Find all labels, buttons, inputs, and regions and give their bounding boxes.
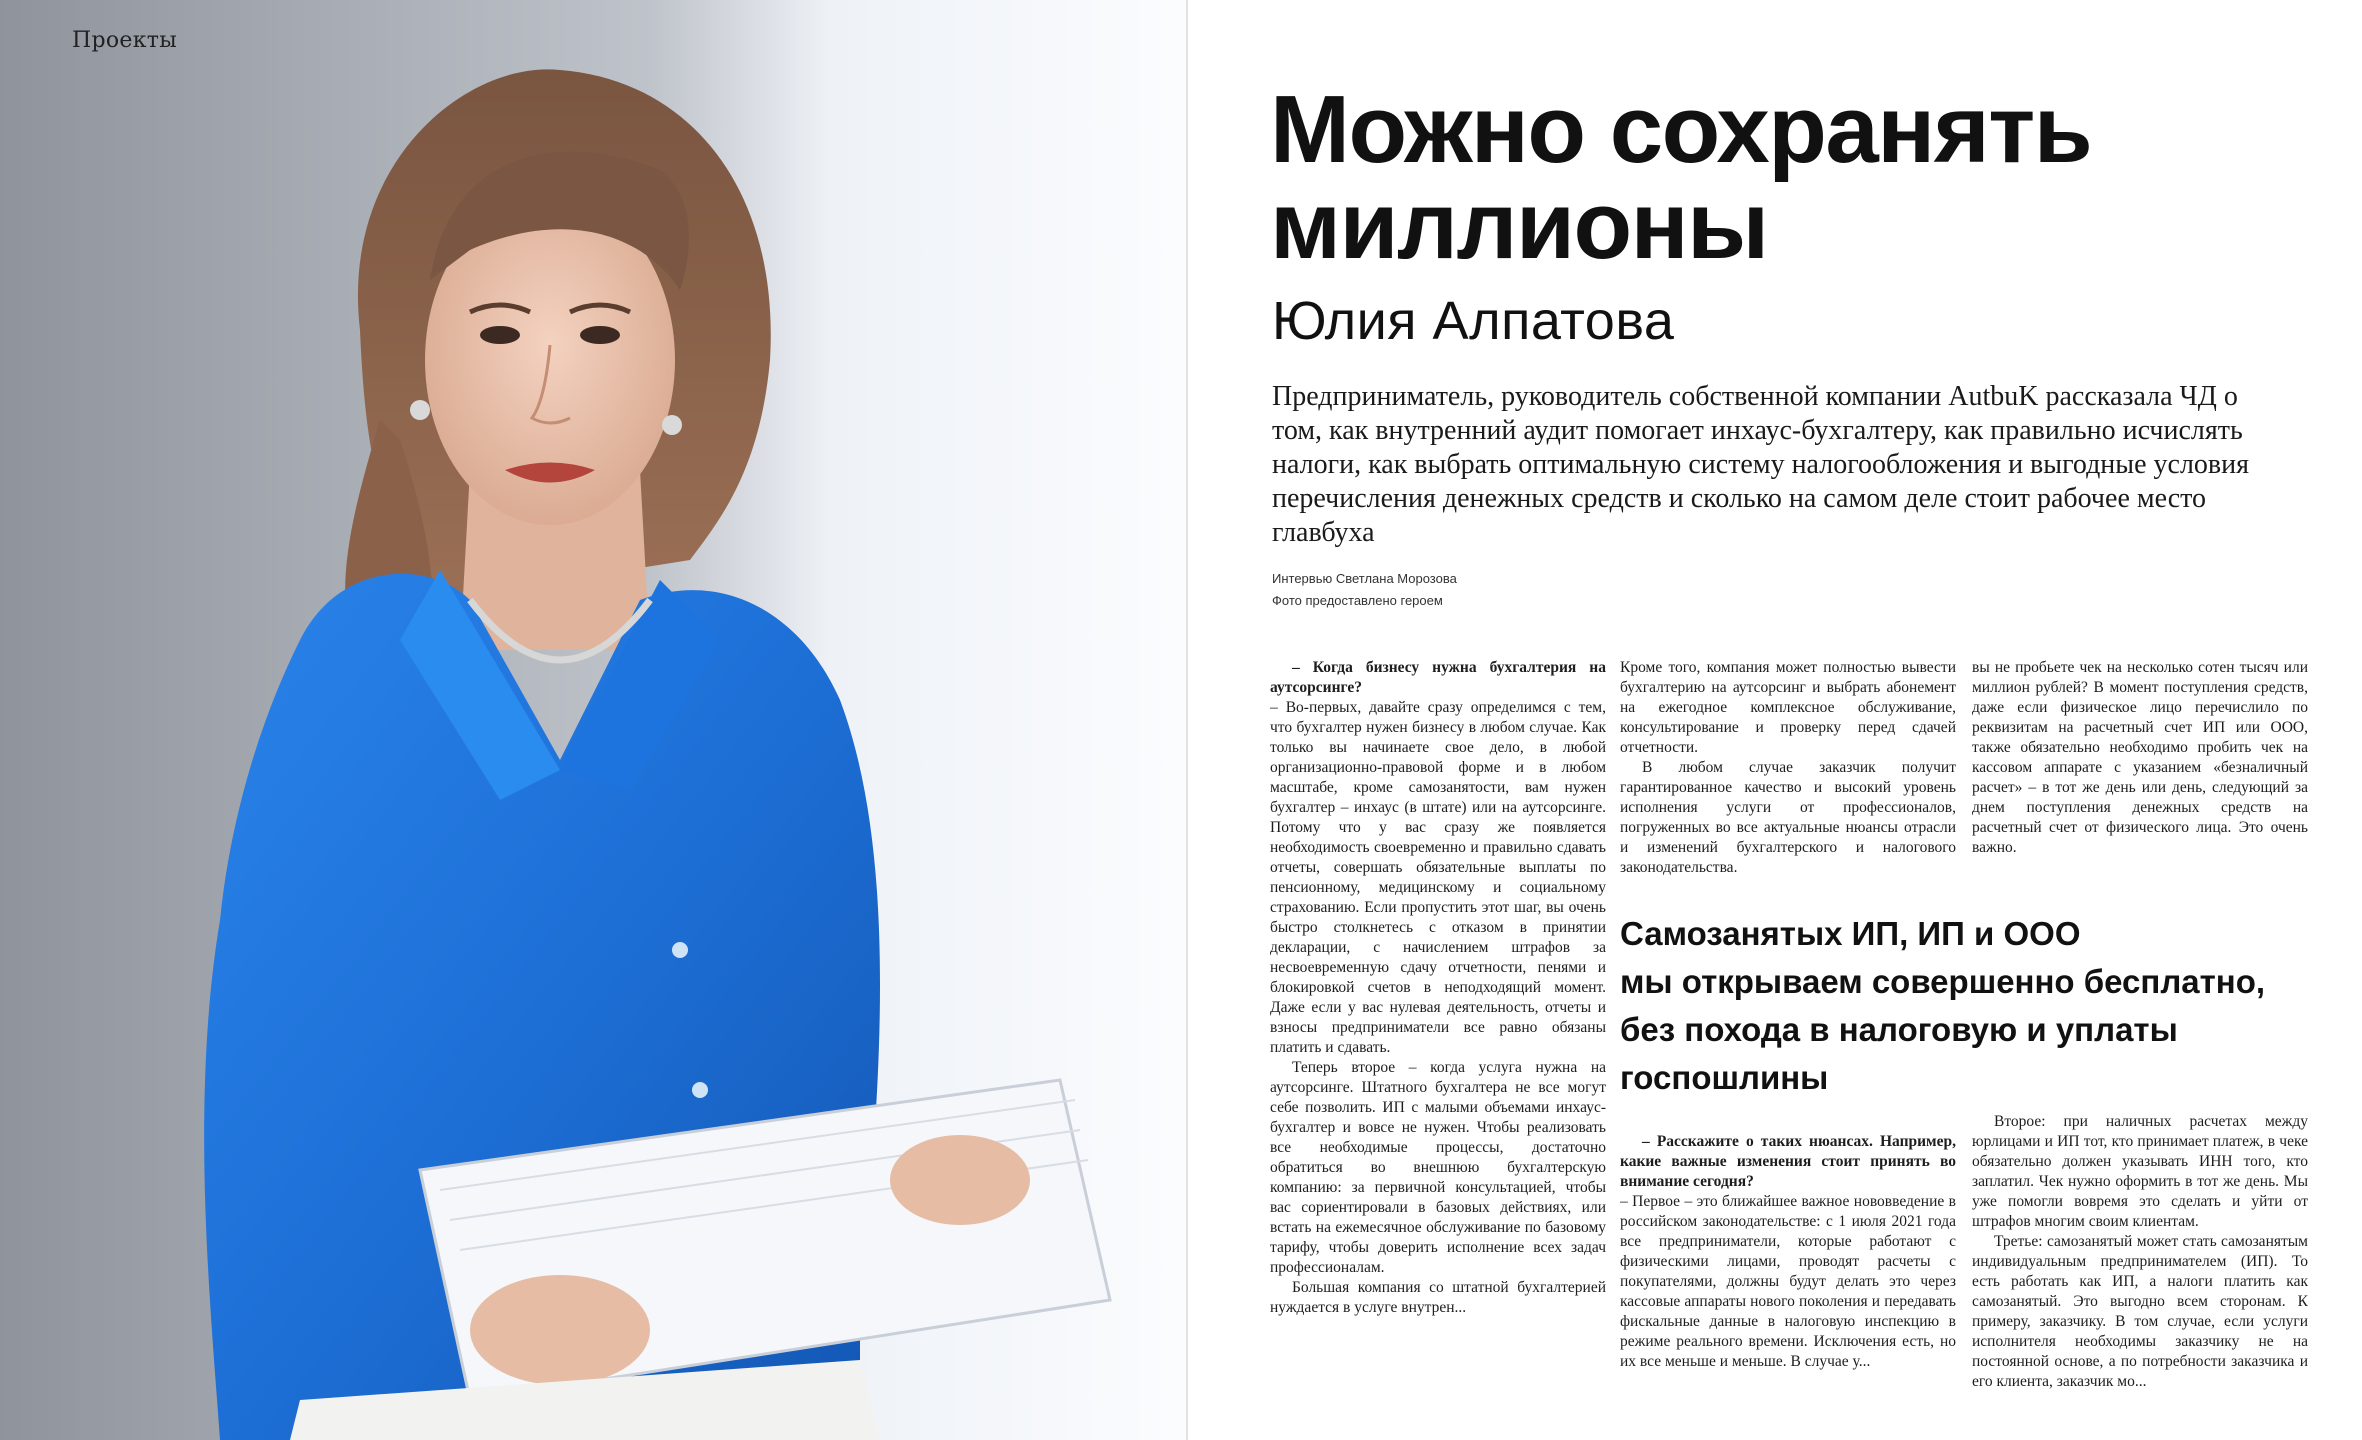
pull-quote-line: госпошлины [1620,1059,1829,1096]
body-paragraph: Второе: при наличных расчетах между юрлицами и ИП тот, кто принимает платеж, в чеке обязательно должен указывать ИНН того, кто заплатил. Чек нужно оформить в тот же день. Мы уже помогли вовремя это сделать и уйти от штрафов многим своим клиентам. [1972,1113,2308,1230]
interview-question: – Когда бизнесу нужна бухгалтерия на аутсорсинге? [1270,659,1606,696]
text-column-2-bottom [1620,1132,1956,1440]
headline-line-2: миллионы [1270,172,1768,279]
text-column-3-bottom [1972,1112,2308,1440]
author-name: Юлия Алпатова [1272,291,1675,351]
interview-answer: – Во-первых, давайте сразу определимся с тем, что бухгалтер нужен бизнесу в любом случае. Как только вы начинаете свое дело, в любой организационно-правовой форме и в любом масштабе, кроме самозанятости, вам нужен бухгалтер – инхаус (в штате) или на аутсорсинге. Потому что у вас сразу же появляется необходимость своевременно и правильно сдавать отчеты, совершать обязательные выплаты по пенсионному, медицинскому и социальному страхованию. Если пропустить этот шаг, вы очень быстро столкнетесь с отказом в принятии декларации, с начислением штрафов за несвоевременную сдачу отчетности, пенями и блокировкой счетов в неподходящий момент. Даже если у вас нулевая деятельность, отчеты и взносы предприниматели все равно обязаны платить и сдавать. [1270,699,1606,1056]
pull-quote-line: мы открываем совершенно бесплатно, [1620,963,2266,1000]
body-paragraph: Кроме того, компания может полностью вывести бухгалтерию на аутсорсинг и выбрать абонемент на ежегодное комплексное обслуживание, консультирование и проверку перед сдачей отчетности. [1620,659,1956,756]
page-gutter [1186,0,1188,1440]
body-paragraph: Большая компания со штатной бухгалтерией нуждается в услуге внутрен... [1270,1279,1606,1316]
body-paragraph: Третье: самозанятый может стать самозанятым индивидуальным предпринимателем (ИП). То есть работать как ИП, а налоги платить как самозанятый. Это выгодно всем сторонам. К примеру, заказчику. В том случае, если услуги исполнителя необходимы заказчику не на постоянной основе, а по потребности заказчика и его клиента, заказчик мо... [1972,1233,2308,1390]
pull-quote [1620,910,2320,1102]
pull-quote-line: Самозанятых ИП, ИП и ООО [1620,915,2081,952]
text-column-3-top [1972,658,2308,890]
headline-line-1: Можно сохранять [1270,76,2092,183]
body-paragraph: вы не пробьете чек на несколько сотен тысяч или миллион рублей? В момент поступления средств, даже если физическое лицо перечислило по реквизитам на расчетный счет ИП или ООО, также обязательно необходимо пробить чек на кассовом аппарате с указанием «безналичный расчет» – в тот же день или день, следующий за днем поступления денежных средств на расчетный счет от физического лица. Это очень важно. [1972,659,2308,856]
article-headline [1270,76,2310,279]
body-paragraph: Теперь второе – когда услуга нужна на аутсорсинге. Штатного бухгалтера не все могут себе позволить. ИП с малыми объемами инхаус-бухгалтер и вовсе не нужен. Чтобы реализовать все необходимые процессы, достаточно обратиться во внешнюю бухгалтерскую компанию: за первичной консультацией, чтобы вас сориентировали в базовых действиях, или встать на ежемесячное обслуживание по базовому тарифу, чтобы доверить исполнение всех задач профессионалам. [1270,1059,1606,1276]
photo-credit: Фото предоставлено героем [1272,593,1443,608]
interview-credit: Интервью Светлана Морозова [1272,571,1457,586]
article-lead: Предприниматель, руководитель собственной компании AutbuK рассказала ЧД о том, как внутренний аудит помогает инхаус-бухгалтеру, как правильно исчислять налоги, как выбрать оптимальную систему налогообложения и выгодные условия перечисления денежных средств и сколько на самом деле стоит рабочее место главбуха [1272,381,2250,548]
interview-question: – Расскажите о таких нюансах. Например, какие важные изменения стоит принять во внимание сегодня? [1620,1133,1956,1190]
article-credits [1272,568,1457,612]
section-label: Проекты [72,28,178,53]
pull-quote-line: без похода в налоговую и уплаты [1620,1011,2178,1048]
text-column-2-top [1620,658,1956,890]
text-column-1 [1270,658,1606,1440]
body-paragraph: В любом случае заказчик получит гарантированное качество и высокий уровень исполнения услуги от профессионалов, погруженных во все актуальные нюансы отрасли и изменений бухгалтерского и налогового законодательства. [1620,759,1956,876]
interview-answer: – Первое – это ближайшее важное нововведение в российском законодательстве: с 1 июля 2021 года все предприниматели, которые работают с физическими лицами, проводят расчеты с покупателями, должны будут делать это через кассовые аппараты нового поколения и передавать фискальные данные в налоговую инспекцию в режиме реального времени. Исключения есть, но их все меньше и меньше. В случае у... [1620,1193,1956,1370]
